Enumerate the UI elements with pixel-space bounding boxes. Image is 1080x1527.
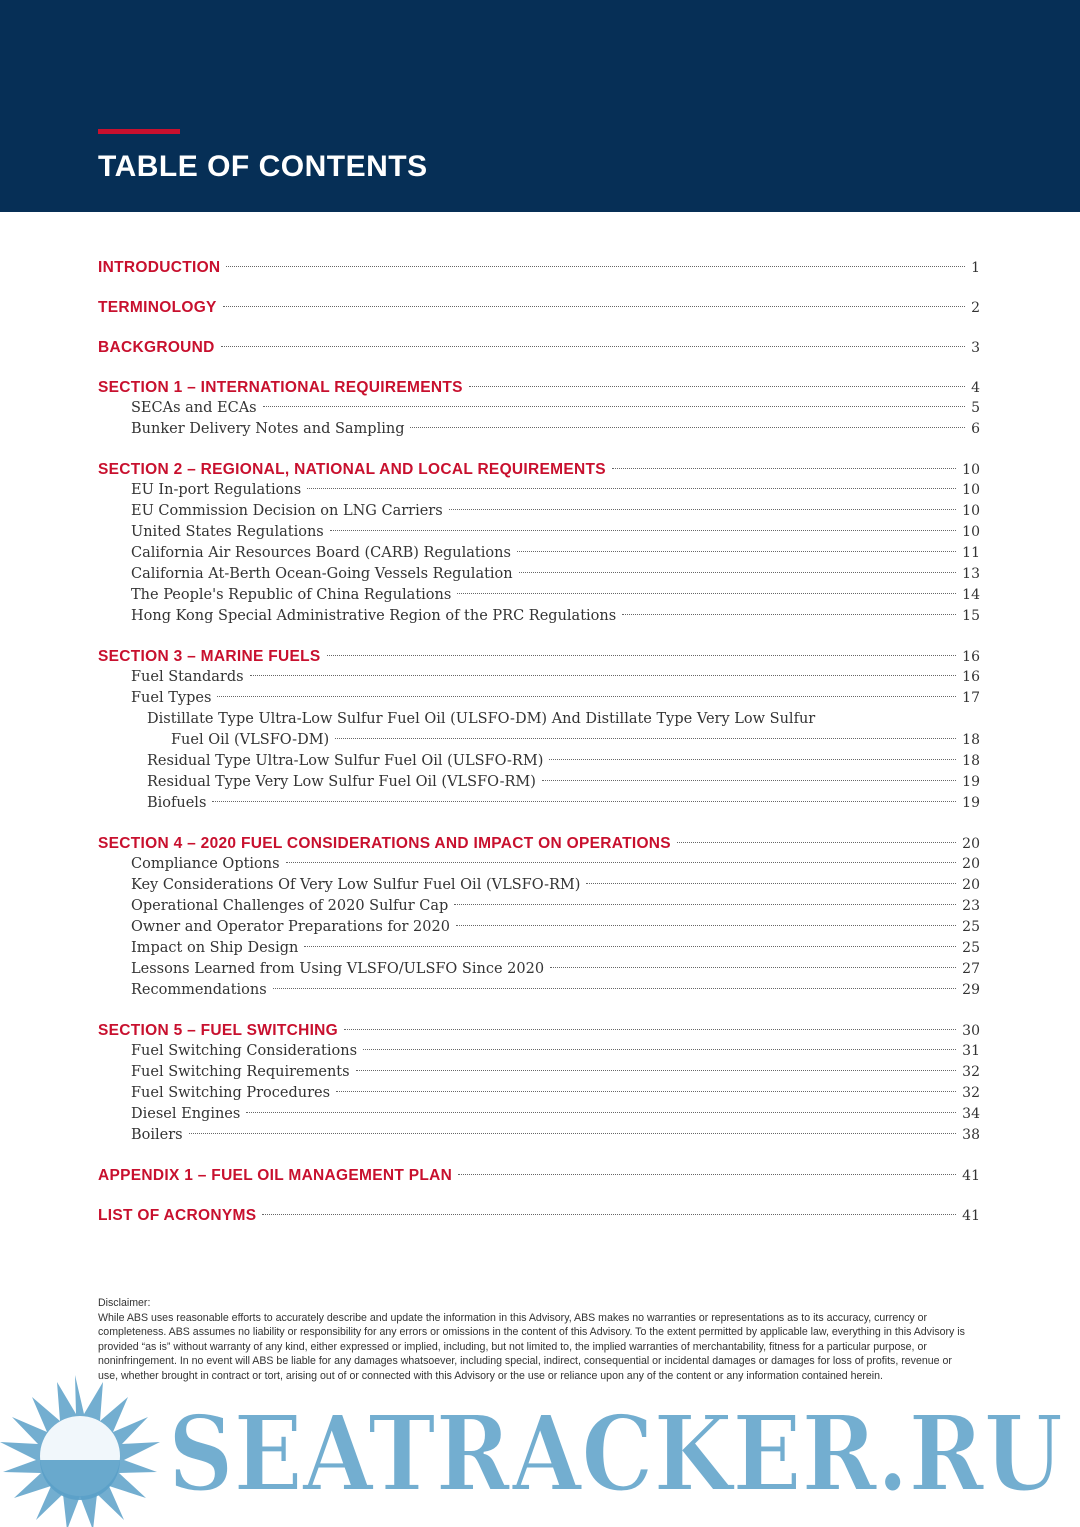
toc-label: Hong Kong Special Administrative Region of the PRC Regulations <box>131 608 617 624</box>
dot-leader <box>469 386 965 387</box>
toc-entry-introduction[interactable] <box>98 257 980 278</box>
page-title: TABLE OF CONTENTS <box>98 150 428 183</box>
toc-label: Bunker Delivery Notes and Sampling <box>131 421 405 437</box>
toc-page-number: 15 <box>962 608 980 624</box>
toc-label: Fuel Switching Procedures <box>131 1085 331 1101</box>
toc-page-number: 20 <box>962 836 980 852</box>
toc-page-number: 19 <box>962 795 980 811</box>
watermark-text: SEATRACKER.RU <box>168 1392 1063 1515</box>
disclaimer <box>98 1296 968 1383</box>
toc-entry-subsection[interactable] <box>98 854 980 875</box>
toc-entry-subsection[interactable] <box>98 1062 980 1083</box>
toc-entry-subsection[interactable] <box>98 1125 980 1146</box>
toc-label: Key Considerations Of Very Low Sulfur Fuel Oil (VLSFO-RM) <box>131 877 581 893</box>
toc-label: Biofuels <box>147 795 207 811</box>
toc-page-number: 1 <box>971 260 980 276</box>
toc-page-number: 32 <box>962 1085 980 1101</box>
toc-entry-subsection[interactable] <box>98 917 980 938</box>
toc-label: Lessons Learned from Using VLSFO/ULSFO Since 2020 <box>131 961 545 977</box>
toc-page-number: 38 <box>962 1127 980 1143</box>
dot-leader <box>304 946 956 947</box>
toc-entry-subsection[interactable] <box>98 522 980 543</box>
dot-leader <box>549 759 956 760</box>
toc-page-number: 31 <box>962 1043 980 1059</box>
toc-label: SECTION 5 – FUEL SWITCHING <box>98 1022 339 1039</box>
toc-page-number: 32 <box>962 1064 980 1080</box>
toc-label: APPENDIX 1 – FUEL OIL MANAGEMENT PLAN <box>98 1167 453 1184</box>
toc-label: California At-Berth Ocean-Going Vessels Regulation <box>131 566 513 582</box>
toc-page-number: 10 <box>962 503 980 519</box>
table-of-contents <box>98 257 980 1226</box>
toc-label: LIST OF ACRONYMS <box>98 1207 257 1224</box>
toc-page-number: 5 <box>971 400 980 416</box>
dot-leader <box>519 572 957 573</box>
disclaimer-text: While ABS uses reasonable efforts to accurately describe and update the information in this Advisory, ABS makes no warranties or representations as to its accuracy, currency or completeness. ABS assumes no liability or responsibility for any errors or omissions in the content of this Advisory. To the extent permitted by applicable law, everything in this Advisory is provided “as is” without warranty of any kind, either expressed or implied, including, but not limited to, the implied warranties of merchantability, fitness for a particular purpose, or noninfringement. In no event will ABS be liable for any damages whatsoever, including special, indirect, consequential or incidental damages or damages for loss of profits, revenue or use, whether brought in contract or tort, arising out of or connected with this Advisory or the use or reliance upon any of the content or any information contained herein. <box>98 1311 965 1382</box>
toc-page-number: 30 <box>962 1023 980 1039</box>
dot-leader <box>356 1070 957 1071</box>
toc-label: California Air Resources Board (CARB) Regulations <box>131 545 511 561</box>
toc-label: SECTION 1 – INTERNATIONAL REQUIREMENTS <box>98 379 463 396</box>
toc-entry-section-3[interactable] <box>98 646 980 667</box>
toc-page-number: 41 <box>962 1168 980 1184</box>
toc-label: Fuel Types <box>131 690 212 706</box>
toc-entry-section-2[interactable] <box>98 459 980 480</box>
toc-label: Operational Challenges of 2020 Sulfur Cap <box>131 898 449 914</box>
toc-label: EU In-port Regulations <box>131 482 302 498</box>
dot-leader <box>250 675 957 676</box>
toc-entry-list-of-acronyms[interactable] <box>98 1205 980 1226</box>
toc-label: SECTION 4 – 2020 FUEL CONSIDERATIONS AND IMPACT ON OPERATIONS <box>98 835 671 852</box>
toc-entry-subsection[interactable] <box>98 606 980 627</box>
accent-line <box>98 129 180 134</box>
toc-page-number: 6 <box>971 421 980 437</box>
dot-leader <box>363 1049 956 1050</box>
dot-leader <box>344 1029 956 1030</box>
dot-leader <box>449 509 956 510</box>
toc-page-number: 10 <box>962 462 980 478</box>
dot-leader <box>458 1174 956 1175</box>
sun-icon <box>0 1375 160 1527</box>
toc-page-number: 3 <box>971 340 980 356</box>
toc-label: SECTION 2 – REGIONAL, NATIONAL AND LOCAL REQUIREMENTS <box>98 461 606 478</box>
toc-label: Residual Type Ultra-Low Sulfur Fuel Oil (ULSFO-RM) <box>147 753 544 769</box>
toc-entry-subsection[interactable] <box>98 959 980 980</box>
toc-label: Boilers <box>131 1127 183 1143</box>
toc-page-number: 23 <box>962 898 980 914</box>
dot-leader <box>212 801 956 802</box>
toc-entry-section-4[interactable] <box>98 833 980 854</box>
dot-leader <box>286 862 957 863</box>
toc-label: Fuel Standards <box>131 669 244 685</box>
toc-entry-subsection[interactable] <box>98 501 980 522</box>
toc-label: Impact on Ship Design <box>131 940 299 956</box>
toc-page-number: 34 <box>962 1106 980 1122</box>
toc-entry-subsection[interactable] <box>98 688 980 709</box>
toc-label: TERMINOLOGY <box>98 299 217 316</box>
toc-entry-subsection[interactable] <box>98 1041 980 1062</box>
toc-entry-subsubsection[interactable] <box>98 772 980 793</box>
dot-leader <box>189 1133 957 1134</box>
dot-leader <box>307 488 956 489</box>
dot-leader <box>586 883 956 884</box>
dot-leader <box>550 967 956 968</box>
dot-leader <box>517 551 956 552</box>
toc-page-number: 20 <box>962 856 980 872</box>
toc-entry-distillate-line-2[interactable] <box>98 730 980 751</box>
toc-page-number: 41 <box>962 1208 980 1224</box>
dot-leader <box>330 530 956 531</box>
toc-page-number: 10 <box>962 524 980 540</box>
dot-leader <box>457 593 956 594</box>
dot-leader <box>542 780 956 781</box>
toc-page-number: 18 <box>962 732 980 748</box>
dot-leader <box>677 842 956 843</box>
toc-page-number: 13 <box>962 566 980 582</box>
dot-leader <box>221 346 965 347</box>
toc-page-number: 25 <box>962 940 980 956</box>
toc-page-number: 29 <box>962 982 980 998</box>
toc-page-number: 2 <box>971 300 980 316</box>
toc-page-number: 19 <box>962 774 980 790</box>
toc-page-number: 18 <box>962 753 980 769</box>
toc-label: United States Regulations <box>131 524 324 540</box>
toc-entry-terminology[interactable] <box>98 297 980 318</box>
toc-entry-subsection[interactable] <box>98 398 980 419</box>
toc-entry-section-5[interactable] <box>98 1020 980 1041</box>
toc-page-number: 14 <box>962 587 980 603</box>
toc-page-number: 4 <box>971 380 980 396</box>
watermark-logo <box>0 1372 1080 1527</box>
toc-entry-subsection[interactable] <box>98 585 980 606</box>
toc-page-number: 10 <box>962 482 980 498</box>
toc-entry-subsection[interactable] <box>98 564 980 585</box>
toc-label: EU Commission Decision on LNG Carriers <box>131 503 443 519</box>
dot-leader <box>223 306 965 307</box>
toc-entry-appendix-1[interactable] <box>98 1165 980 1186</box>
toc-page-number: 17 <box>962 690 980 706</box>
dot-leader <box>263 406 965 407</box>
toc-entry-subsubsection[interactable] <box>98 751 980 772</box>
dot-leader <box>335 738 956 739</box>
dot-leader <box>454 904 956 905</box>
toc-page-number: 16 <box>962 649 980 665</box>
toc-page-number: 25 <box>962 919 980 935</box>
toc-page-number: 11 <box>962 545 980 561</box>
toc-page-number: 20 <box>962 877 980 893</box>
toc-label: Owner and Operator Preparations for 2020 <box>131 919 450 935</box>
dot-leader <box>262 1214 956 1215</box>
toc-entry-subsection[interactable] <box>98 1083 980 1104</box>
toc-label: The People's Republic of China Regulations <box>131 587 452 603</box>
dot-leader <box>336 1091 956 1092</box>
dot-leader <box>273 988 957 989</box>
dot-leader <box>410 427 965 428</box>
dot-leader <box>246 1112 956 1113</box>
toc-entry-subsection[interactable] <box>98 419 980 440</box>
toc-label: Fuel Switching Considerations <box>131 1043 358 1059</box>
toc-entry-subsection[interactable] <box>98 667 980 688</box>
toc-label: Fuel Switching Requirements <box>131 1064 350 1080</box>
toc-page-number: 27 <box>962 961 980 977</box>
toc-label: Fuel Oil (VLSFO-DM) <box>171 732 330 748</box>
toc-entry-subsection[interactable] <box>98 543 980 564</box>
toc-entry-subsection[interactable] <box>98 875 980 896</box>
toc-entry-subsection[interactable] <box>98 1104 980 1125</box>
dot-leader <box>612 468 956 469</box>
toc-entry-subsection[interactable] <box>98 480 980 501</box>
toc-entry-subsubsection[interactable] <box>98 793 980 814</box>
toc-page-number: 16 <box>962 669 980 685</box>
dot-leader <box>226 266 965 267</box>
toc-label: Compliance Options <box>131 856 280 872</box>
disclaimer-title: Disclaimer: <box>98 1297 151 1309</box>
toc-label: Residual Type Very Low Sulfur Fuel Oil (VLSFO-RM) <box>147 774 536 790</box>
toc-label: SECAs and ECAs <box>131 400 257 416</box>
dot-leader <box>217 696 956 697</box>
dot-leader <box>622 614 956 615</box>
toc-entry-subsection[interactable] <box>98 938 980 959</box>
toc-label: INTRODUCTION <box>98 259 221 276</box>
dot-leader <box>327 655 957 656</box>
toc-label: Diesel Engines <box>131 1106 241 1122</box>
toc-label: BACKGROUND <box>98 339 215 356</box>
toc-entry-section-1[interactable] <box>98 377 980 398</box>
dot-leader <box>456 925 956 926</box>
toc-entry-background[interactable] <box>98 337 980 358</box>
toc-entry-distillate-line-1[interactable]: Distillate Type Ultra-Low Sulfur Fuel Oil (ULSFO-DM) And Distillate Type Very Low Sulfur <box>147 711 816 727</box>
toc-label: SECTION 3 – MARINE FUELS <box>98 648 321 665</box>
toc-label: Recommendations <box>131 982 267 998</box>
toc-entry-subsection[interactable] <box>98 980 980 1001</box>
toc-entry-subsection[interactable] <box>98 896 980 917</box>
